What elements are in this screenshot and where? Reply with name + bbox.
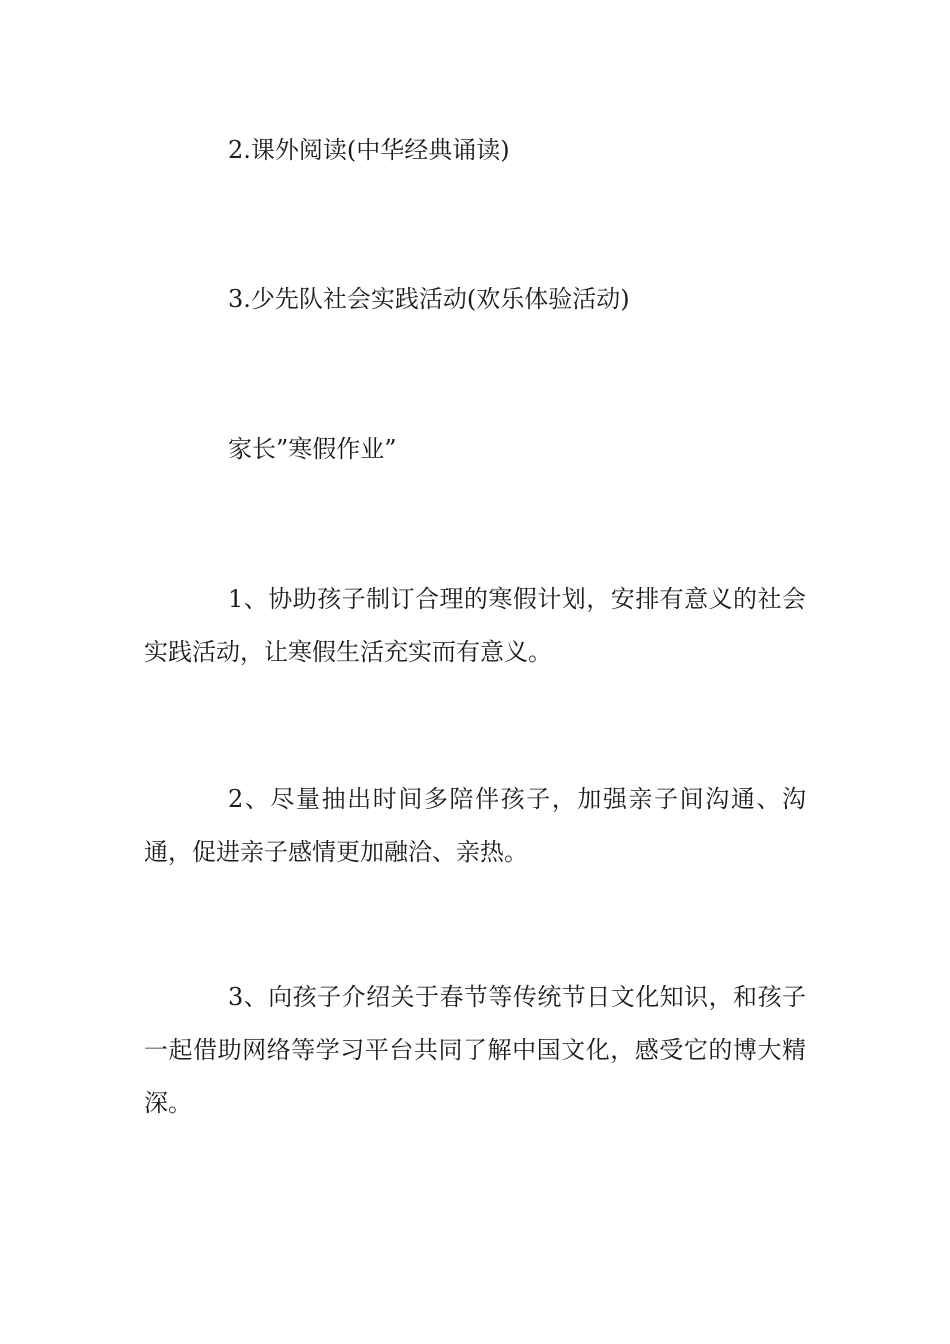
paragraph-3: 3、向孩子介绍关于春节等传统节日文化知识，和孩子一起借助网络等学习平台共同了解中国文化，感受它的博大精深。 [144,983,806,1117]
paragraph-1: 1、协助孩子制订合理的寒假计划，安排有意义的社会实践活动，让寒假生活充实而有意义。 [144,585,806,666]
section-heading-parent-homework: 家长”寒假作业” [228,435,397,463]
list-item-extracurricular-reading: 2.课外阅读(中华经典诵读) [228,136,510,164]
paragraph-2: 2、尽量抽出时间多陪伴孩子，加强亲子间沟通、沟通，促进亲子感情更加融洽、亲热。 [144,785,806,866]
list-item-social-practice: 3.少先队社会实践活动(欢乐体验活动) [228,285,630,313]
